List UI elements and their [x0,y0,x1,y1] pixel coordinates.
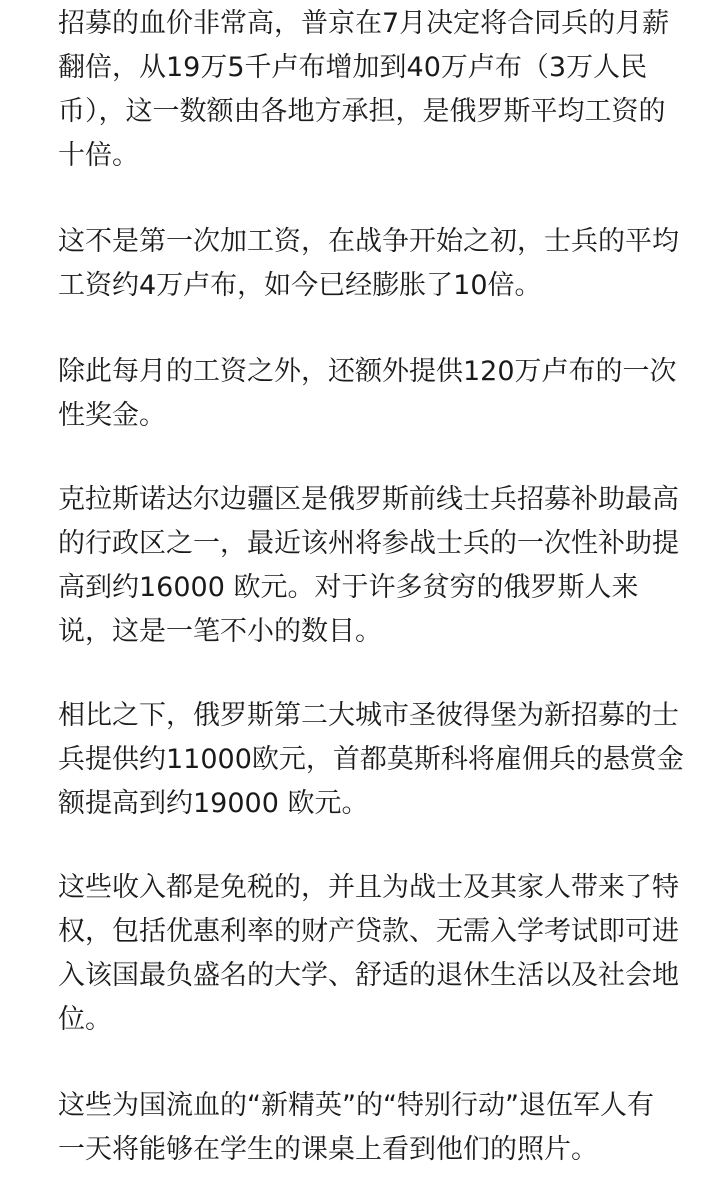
text-line: 高到约16000 欧元。对于许多贫穷的俄罗斯人来 [58,572,639,603]
text-line: 位。 [58,1004,112,1035]
text-line: 的行政区之一，最近该州将参战士兵的一次性补助提 [58,528,679,559]
paragraph [58,350,698,438]
paragraph [58,2,698,178]
text-line: 这些收入都是免税的，并且为战士及其家人带来了特 [58,872,679,903]
paragraph [58,866,698,1042]
paragraph [58,694,698,826]
text-line: 说，这是一笔不小的数目。 [58,616,382,647]
paragraph [58,1084,698,1172]
text-line: 工资约4万卢布，如今已经膨胀了10倍。 [58,270,542,301]
text-line: 这不是第一次加工资，在战争开始之初，士兵的平均 [58,226,679,257]
text-line: 十倍。 [58,140,139,171]
paragraph [58,220,698,308]
text-line: 币），这一数额由各地方承担，是俄罗斯平均工资的 [58,96,666,127]
text-line: 权，包括优惠利率的财产贷款、无需入学考试即可进 [58,916,679,947]
text-line: 翻倍，从19万5千卢布增加到40万卢布（3万人民 [58,52,648,83]
text-line: 除此每月的工资之外，还额外提供120万卢布的一次 [58,356,677,387]
text-line: 入该国最负盛名的大学、舒适的退休生活以及社会地 [58,960,679,991]
text-line: 克拉斯诺达尔边疆区是俄罗斯前线士兵招募补助最高 [58,484,679,515]
text-line: 相比之下，俄罗斯第二大城市圣彼得堡为新招募的士 [58,700,679,731]
text-line: 兵提供约11000欧元，首都莫斯科将雇佣兵的悬赏金 [58,744,684,775]
paragraph [58,478,698,654]
text-line: 这些为国流血的“新精英”的“特别行动”退伍军人有 [58,1090,654,1121]
text-line: 性奖金。 [58,400,166,431]
text-line: 招募的血价非常高，普京在7月决定将合同兵的月薪 [58,8,670,39]
text-line: 额提高到约19000 欧元。 [58,788,369,819]
text-line: 一天将能够在学生的课桌上看到他们的照片。 [58,1134,598,1165]
